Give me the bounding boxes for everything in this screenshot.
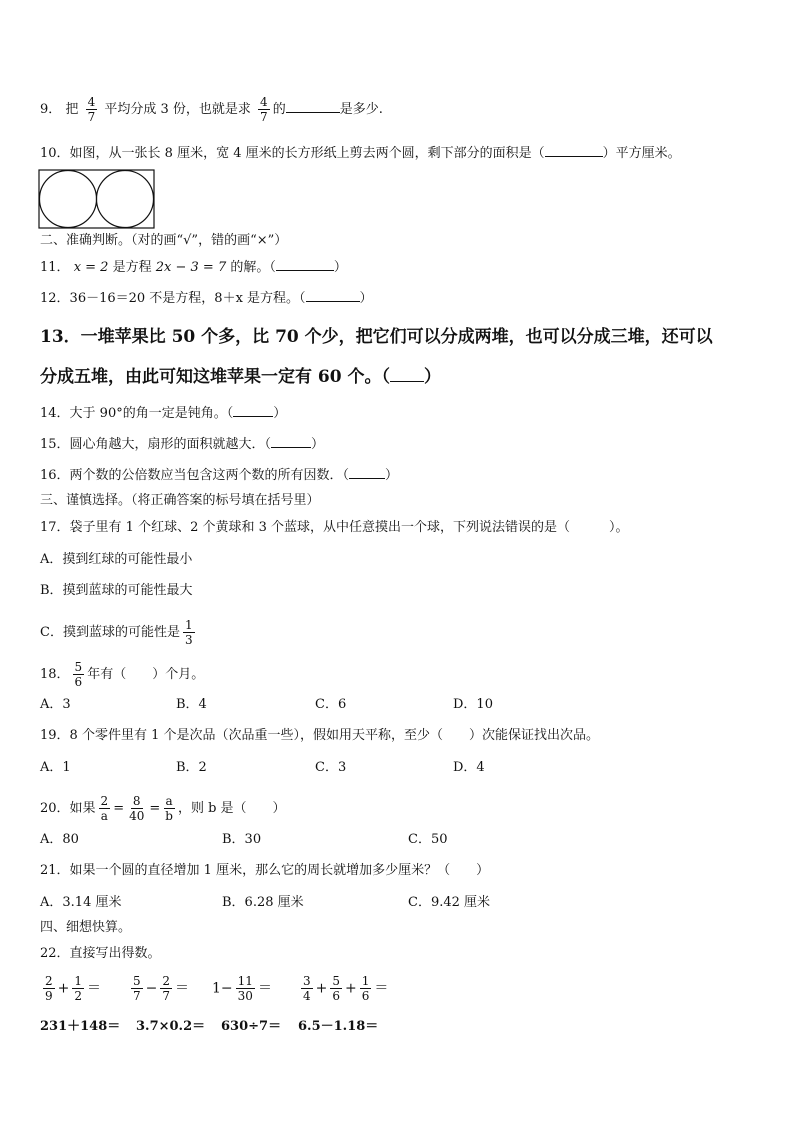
question-13-line-2 [40, 366, 441, 388]
question-13-line-1: 13．一堆苹果比 50 个多，比 70 个少，把它们可以分成两堆，也可以分成三堆，还可以 [40, 327, 713, 347]
q11-text-3: ） [333, 260, 347, 275]
q22-e1-fraction-1: $\frac{2}{9}$ [45, 974, 53, 1003]
q20-number: 20．如果 [40, 801, 96, 816]
q22-e1-equals: ＝ [87, 980, 102, 997]
q9-number: 9． [40, 102, 62, 117]
q18-option-c[interactable]: C．6 [315, 697, 347, 712]
q22-e4-operator-2: + [345, 980, 357, 997]
q16-answer-blank[interactable] [349, 478, 385, 479]
q17-option-b[interactable]: B．摸到蓝球的可能性最大 [40, 583, 193, 598]
q10-text-a: 10．如图，从一张长 8 厘米，宽 4 厘米的长方形纸上剪去两个圆，剩下部分的面积是（ [40, 146, 545, 161]
q22-expression-1 [40, 974, 101, 1003]
q22-e4-fraction-2: $\frac{5}{6}$ [332, 974, 341, 1003]
section-3-heading: 三、谨慎选择。（将正确答案的标号填在括号里） [40, 493, 320, 508]
circle-left [40, 171, 97, 228]
q14-text-close: ） [273, 406, 287, 421]
q22-e2-fraction-1: $\frac{5}{7}$ [133, 974, 141, 1003]
q15-answer-blank[interactable] [271, 447, 311, 448]
q22-e2-operator: − [145, 980, 158, 997]
q21-option-b[interactable]: B．6.28 厘米 [222, 895, 304, 910]
q17-option-a[interactable]: A．摸到红球的可能性最小 [40, 552, 193, 567]
q22-e3-equals: ＝ [257, 980, 272, 997]
q20-fraction-1: $\frac{2}{a}$ [100, 794, 109, 823]
q9-text-3: 的 [272, 102, 286, 117]
q20-equals-1: = [113, 801, 125, 816]
q20-equals-2: = [149, 801, 161, 816]
q18-option-a[interactable]: A．3 [40, 697, 71, 712]
q18-option-d[interactable]: D．10 [453, 697, 493, 712]
q16-text: 16．两个数的公倍数应当包含这两个数的所有因数．（ [40, 468, 350, 483]
q18-number: 18． [40, 667, 70, 682]
q22-row2-expression-2: 3.7×0.2＝ [136, 1019, 206, 1034]
question-21: 21．如果一个圆的直径增加 1 厘米，那么它的周长就增加多少厘米？（ ） [40, 863, 490, 878]
q22-e4-fraction-3: $\frac{1}{6}$ [361, 974, 370, 1003]
q21-option-c[interactable]: C．9.42 厘米 [408, 895, 491, 910]
q20-text: ，则 b 是（ ） [177, 801, 286, 816]
q11-equation-2: 2x − 3 = 7 [155, 260, 227, 275]
q22-e3-operator: − [220, 980, 233, 997]
circle-right [97, 171, 154, 228]
q18-text: 年有（ ）个月。 [87, 667, 205, 682]
q22-e4-operator-1: + [315, 980, 328, 997]
q11-text-1: 是方程 [112, 260, 152, 275]
section-4-heading: 四、细想快算。 [40, 920, 132, 935]
q11-number: 11． [40, 260, 70, 275]
q20-option-b[interactable]: B．30 [222, 832, 262, 847]
question-10 [40, 146, 681, 162]
q19-option-b[interactable]: B．2 [176, 760, 207, 775]
question-11 [40, 260, 347, 276]
question-15 [40, 437, 324, 453]
q13-answer-blank[interactable] [390, 381, 424, 382]
q17-option-c-fraction: $\frac{1}{3}$ [184, 618, 193, 647]
q22-e3-whole: 1 [212, 980, 221, 997]
section-2-heading: 二、准确判断。（对的画“√”，错的画“×”） [40, 233, 288, 248]
q15-text: 15．圆心角越大，扇形的面积就越大．（ [40, 437, 272, 452]
question-19: 19．8 个零件里有 1 个是次品（次品重一些），假如用天平称，至少（ ）次能保证找出次品。 [40, 728, 599, 743]
q17-option-c[interactable] [40, 618, 198, 647]
question-20 [40, 794, 286, 823]
q12-text: 12．36－16＝20 不是方程，8＋x 是方程。（ [40, 291, 306, 306]
q9-text-1: 把 [65, 102, 79, 117]
q22-row2-expression-1: 231＋148＝ [40, 1019, 121, 1034]
q15-text-close: ） [311, 437, 325, 452]
q22-row2-expression-3: 630÷7＝ [221, 1019, 282, 1034]
question-9 [40, 95, 383, 124]
q20-fraction-2: $\frac{8}{40}$ [129, 794, 145, 823]
q11-equation-1: x = 2 [73, 260, 109, 275]
q14-text: 14．大于 90°的角一定是钝角。（ [40, 406, 234, 421]
q14-answer-blank[interactable] [233, 416, 273, 417]
q18-fraction: $\frac{5}{6}$ [74, 660, 83, 689]
q17-option-c-text: C．摸到蓝球的可能性是 [40, 625, 180, 640]
question-12 [40, 291, 373, 307]
q20-fraction-3: $\frac{a}{b}$ [165, 794, 173, 823]
q22-e3-fraction: $\frac{11}{30}$ [237, 974, 253, 1003]
q22-e2-equals: ＝ [175, 980, 190, 997]
q9-answer-blank[interactable] [286, 112, 340, 113]
q21-option-a[interactable]: A．3.14 厘米 [40, 895, 122, 910]
q22-e2-fraction-2: $\frac{2}{7}$ [162, 974, 171, 1003]
q20-option-c[interactable]: C．50 [408, 832, 448, 847]
q22-expression-3 [212, 974, 272, 1003]
question-17: 17．袋子里有 1 个红球、2 个黄球和 3 个蓝球，从中任意摸出一个球，下列说法错误的是（ ）。 [40, 520, 629, 535]
q13-text-close: ） [424, 367, 441, 387]
q22-row2-expression-4: 6.5－1.18＝ [298, 1019, 379, 1034]
q12-text-close: ） [359, 291, 373, 306]
q11-answer-blank[interactable] [276, 270, 334, 271]
q19-option-c[interactable]: C．3 [315, 760, 347, 775]
question-16 [40, 468, 398, 484]
q10-answer-blank[interactable] [545, 156, 603, 157]
q13-text: 分成五堆，由此可知这堆苹果一定有 60 个。（ [40, 367, 390, 387]
q9-fraction-2: $\frac{4}{7}$ [260, 95, 268, 124]
q9-text-2: 平均分成 3 份，也就是求 [104, 102, 251, 117]
rectangle-two-circles-figure [38, 169, 155, 229]
q19-option-d[interactable]: D．4 [453, 760, 485, 775]
q20-option-a[interactable]: A．80 [40, 832, 79, 847]
q16-text-close: ） [385, 468, 399, 483]
q22-expression-4 [298, 974, 388, 1003]
q22-e4-fraction-1: $\frac{3}{4}$ [303, 974, 311, 1003]
q22-expression-2 [128, 974, 189, 1003]
q19-option-a[interactable]: A．1 [40, 760, 71, 775]
q22-e1-operator: + [57, 980, 70, 997]
question-14 [40, 406, 286, 422]
q10-text-b: ）平方厘米。 [602, 146, 681, 161]
q22-e4-equals: ＝ [374, 980, 389, 997]
q18-option-b[interactable]: B．4 [176, 697, 207, 712]
question-22: 22．直接写出得数。 [40, 946, 161, 961]
question-18 [40, 660, 204, 689]
q22-e1-fraction-2: $\frac{1}{2}$ [74, 974, 83, 1003]
q9-text-4: 是多少. [339, 102, 383, 117]
q11-text-2: 的解。（ [230, 260, 276, 275]
q9-fraction-1: $\frac{4}{7}$ [87, 95, 96, 124]
q12-answer-blank[interactable] [306, 301, 360, 302]
